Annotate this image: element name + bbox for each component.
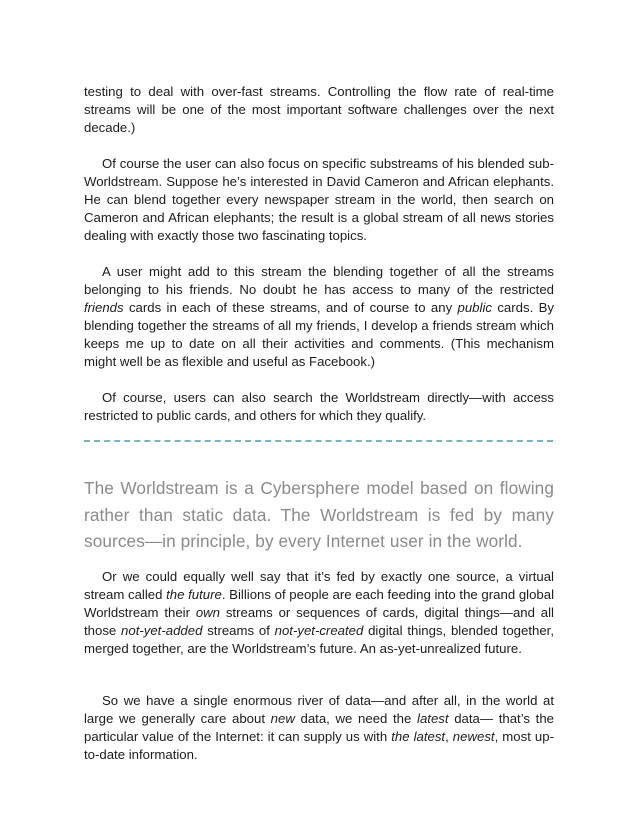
emphasis-text: the latest (391, 729, 446, 744)
body-text: data— that’s the particular value of the Internet: it can supply us with (84, 711, 554, 744)
emphasis-text: own (195, 605, 221, 620)
emphasis-text: not-yet-added (121, 623, 203, 638)
section-divider (84, 440, 553, 442)
body-text: testing to deal with over-fast streams. Controlling the flow rate of real-time streams will be one of the most important software challenges over the next decade.) (84, 84, 554, 135)
emphasis-text: new (270, 711, 295, 726)
emphasis-text: public (457, 300, 492, 315)
body-text: Of course the user can also focus on specific substreams of his blended sub-Worldstream. Suppose he’s interested in David Cameron and African elephants. He can blend together every newspaper stream in the world, then search on Cameron and African elephants; the result is a global stream of all news stories dealing with exactly those two fascinating topics. (84, 156, 554, 243)
emphasis-text: newest (452, 729, 495, 744)
paragraph-friends (84, 263, 554, 371)
paragraph-river (84, 692, 554, 764)
body-text: data, we need the (294, 711, 418, 726)
body-text: streams or sequences of cards, digital things—and all those (84, 605, 554, 638)
body-text: So we have a single enormous river of data—and after all, in the world at large we generally care about (84, 693, 554, 726)
paragraph-search (84, 389, 554, 425)
paragraph-continuation (84, 83, 554, 137)
body-text: , (445, 729, 453, 744)
emphasis-text: latest (417, 711, 449, 726)
paragraph-substreams (84, 155, 554, 245)
body-text: cards in each of these streams, and of course to any (123, 300, 458, 315)
body-text: digital things, blended together, merged together, are the Worldstream’s future. An as-yet-unrealized future. (84, 623, 554, 656)
emphasis-text: friends (84, 300, 124, 315)
pull-quote: The Worldstream is a Cybersphere model based on flowing rather than static data. The Worldstream is fed by many sources—in principle, by every Internet user in the world. (84, 478, 554, 551)
body-text: , most up-to-date information. (84, 729, 554, 762)
body-text: streams of (202, 623, 275, 638)
body-text: Or we could equally well say that it’s fed by exactly one source, a virtual stream called (84, 569, 554, 602)
body-text: cards. By blending together the streams of all my friends, I develop a friends stream which keeps me up to date on all their activities and comments. (This mechanism might well be as flexible and useful as Facebook.) (84, 300, 554, 369)
body-text: . Billions of people are each feeding into the grand global Worldstream their (84, 587, 555, 620)
body-text: A user might add to this stream the blending together of all the streams belonging to his friends. No doubt he has access to many of the restricted (84, 264, 554, 297)
body-text: Of course, users can also search the Worldstream directly—with access restricted to public cards, and others for which they qualify. (84, 390, 554, 423)
emphasis-text: the future (166, 587, 222, 602)
paragraph-future (84, 568, 554, 658)
emphasis-text: not-yet-created (274, 623, 364, 638)
